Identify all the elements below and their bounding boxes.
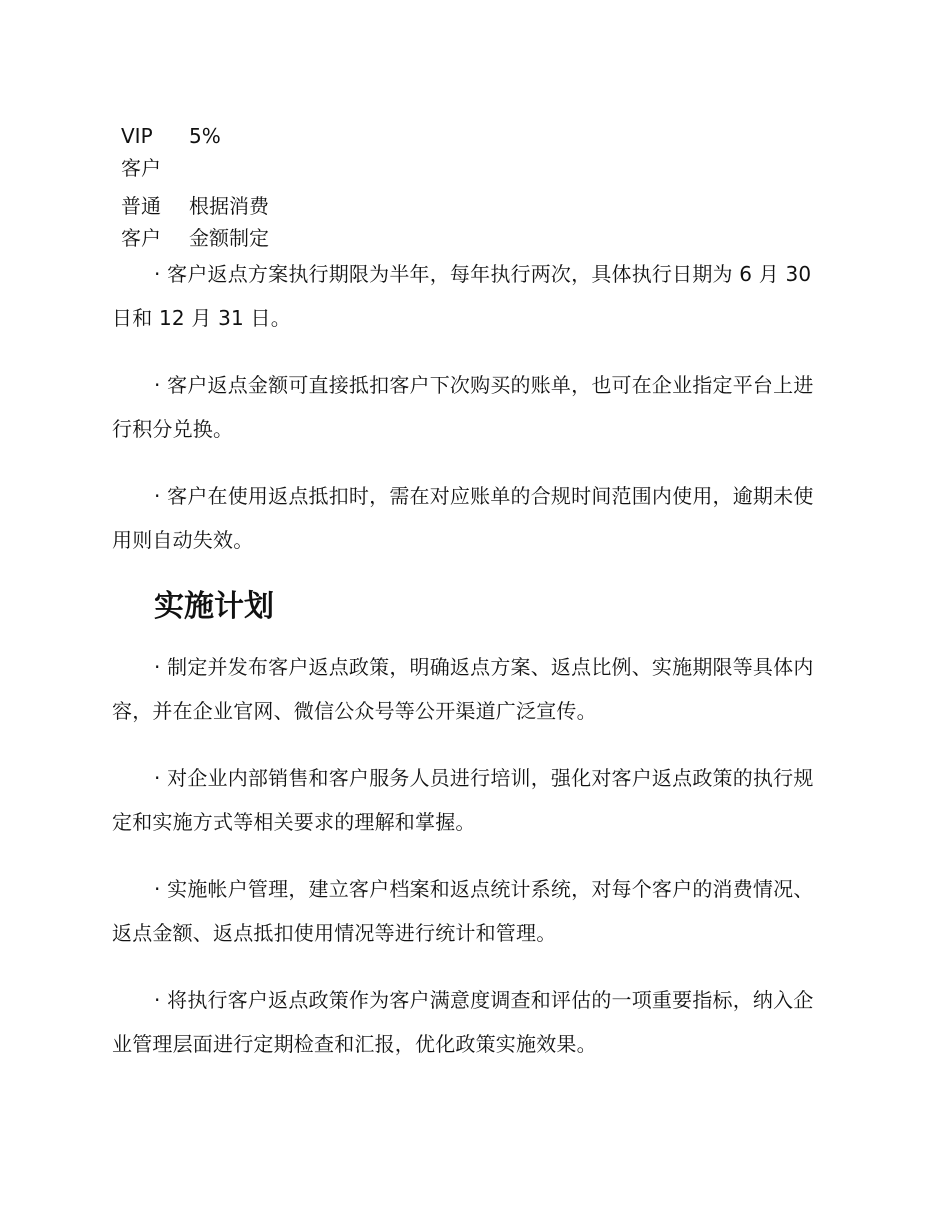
plan-paragraph: · 对企业内部销售和客户服务人员进行培训，强化对客户返点政策的执行规定和实施方式等相关要求的理解和掌握。 <box>112 766 814 834</box>
rebate-table <box>121 120 321 260</box>
rebate-rate-normal-line2: 金额制定 <box>189 226 269 250</box>
customer-type-normal <box>121 190 189 254</box>
rebate-row-vip <box>121 120 321 184</box>
rule-paragraph: · 客户返点金额可直接抵扣客户下次购买的账单，也可在企业指定平台上进行积分兑换。 <box>112 373 814 441</box>
customer-type-vip-line2: 客户 <box>121 156 161 180</box>
rebate-row-normal <box>121 190 321 254</box>
rebate-rate-normal-line1: 根据消费 <box>189 194 269 218</box>
rebate-rate-vip <box>189 120 309 184</box>
customer-type-normal-line2: 客户 <box>121 226 161 250</box>
rebate-rate-vip-value: 5% <box>189 124 221 148</box>
plan-paragraph: · 制定并发布客户返点政策，明确返点方案、返点比例、实施期限等具体内容，并在企业官网、微信公众号等公开渠道广泛宣传。 <box>112 655 814 723</box>
rebate-rate-normal <box>189 190 309 254</box>
customer-type-normal-line1: 普通 <box>121 194 161 218</box>
rule-paragraph: · 客户在使用返点抵扣时，需在对应账单的合规时间范围内使用，逾期未使用则自动失效。 <box>112 484 814 552</box>
plan-paragraph: · 实施帐户管理，建立客户档案和返点统计系统，对每个客户的消费情况、返点金额、返点抵扣使用情况等进行统计和管理。 <box>112 877 814 945</box>
section-heading: 实施计划 <box>154 589 274 624</box>
rule-paragraph: · 客户返点方案执行期限为半年，每年执行两次，具体执行日期为 6 月 30 日和 12 月 31 日。 <box>112 262 812 330</box>
customer-type-vip-line1: VIP <box>121 124 153 148</box>
customer-type-vip <box>121 120 189 184</box>
document-content <box>112 252 824 1089</box>
plan-paragraph: · 将执行客户返点政策作为客户满意度调查和评估的一项重要指标，纳入企业管理层面进行定期检查和汇报，优化政策实施效果。 <box>112 988 814 1056</box>
